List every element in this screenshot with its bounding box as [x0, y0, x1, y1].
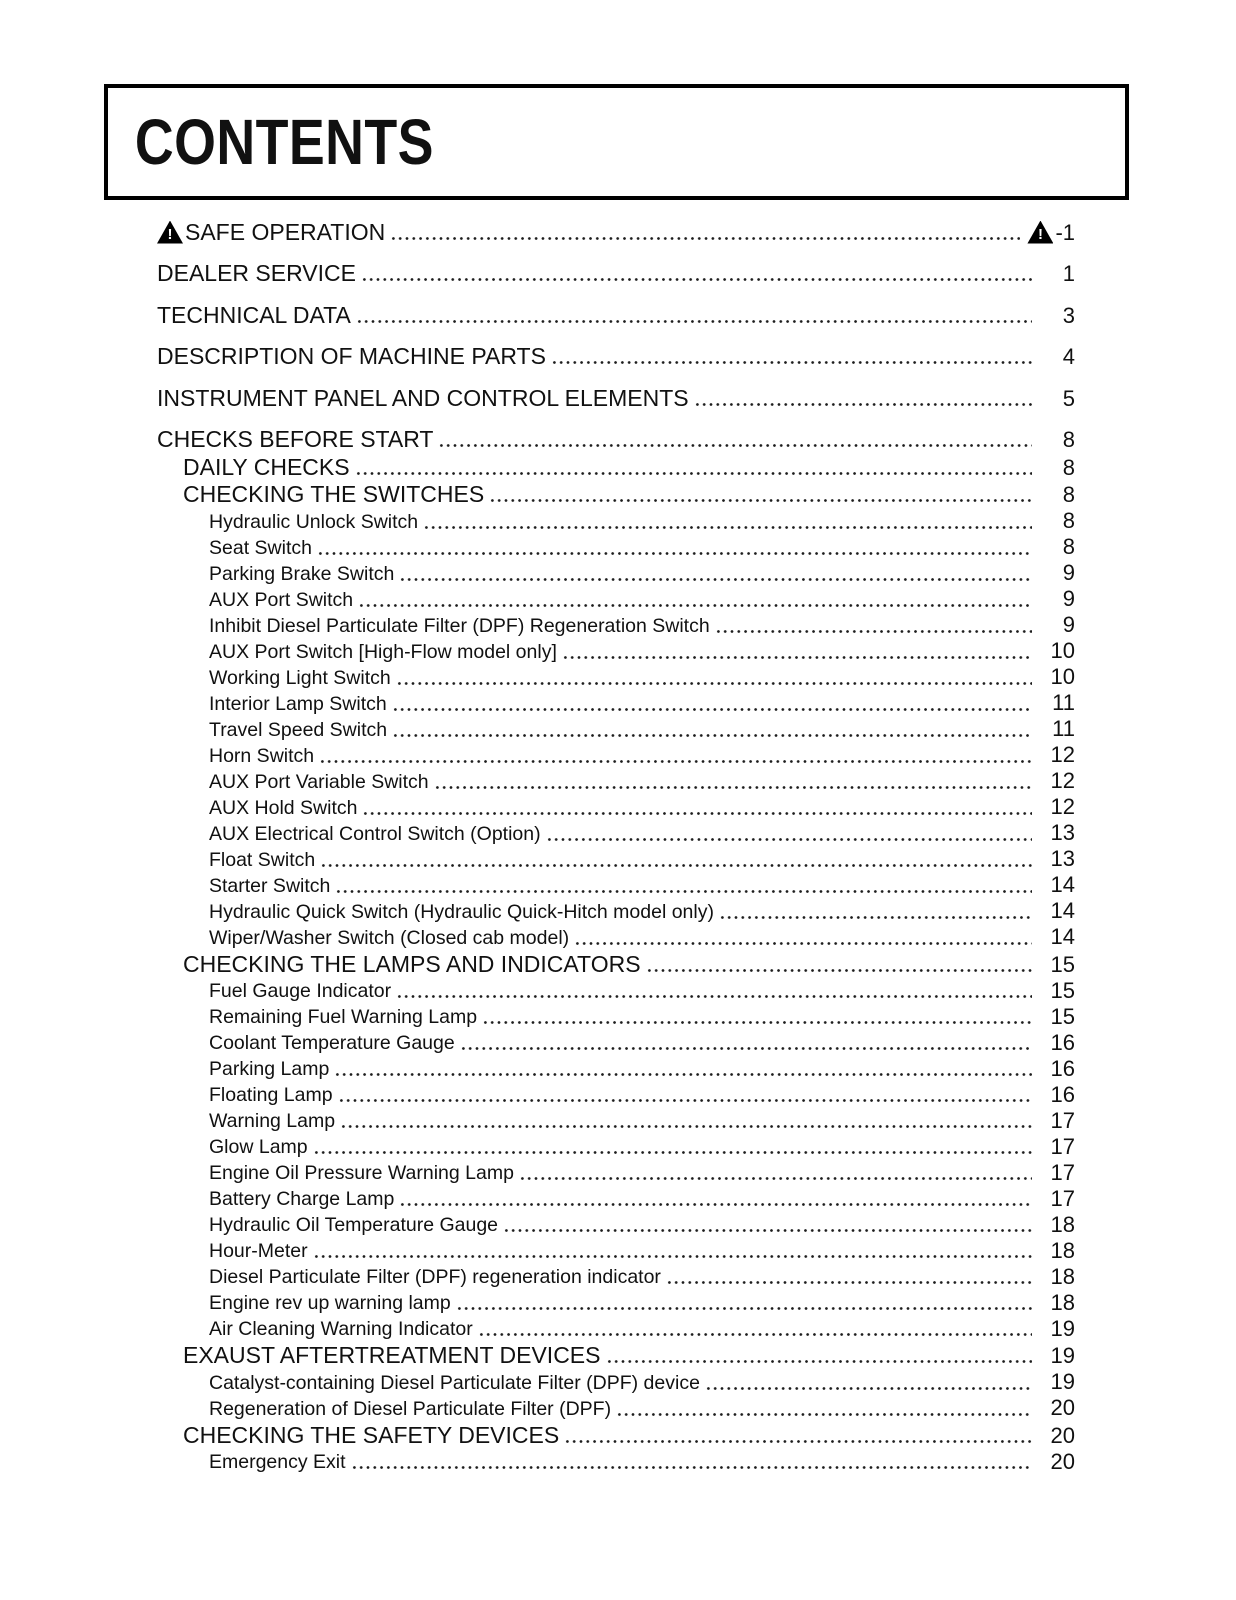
page-number-text: 16 [1050, 1029, 1075, 1055]
toc-entry-label: Hydraulic Oil Temperature Gauge [209, 1214, 499, 1236]
toc-entry-page [1039, 1422, 1075, 1448]
page-number-text: 17 [1050, 1185, 1075, 1211]
toc-entry-label: DEALER SERVICE [157, 260, 356, 286]
toc-entry-page [1039, 429, 1075, 451]
page-number-text: 14 [1050, 924, 1075, 949]
page-title: CONTENTS [134, 106, 434, 178]
page-number-text: 17 [1050, 1159, 1075, 1185]
toc-entry [157, 1028, 1075, 1054]
toc-entry [157, 1106, 1075, 1132]
toc-entry-page [1039, 1159, 1075, 1185]
toc-entry [157, 451, 1075, 479]
dot-leader [478, 1333, 1032, 1336]
page-number-text: -1 [1055, 219, 1075, 245]
toc-entry-label: AUX Port Switch [209, 588, 354, 611]
toc-entry-page [1039, 1029, 1075, 1055]
page-number-text: 8 [1062, 482, 1075, 507]
toc-entry-label: Regeneration of Diesel Particulate Filter (DPF) [209, 1397, 612, 1420]
toc-entry-label: Engine Oil Pressure Warning Lamp [209, 1162, 514, 1184]
page-number-text: 8 [1062, 454, 1075, 480]
toc-entry-label: Float Switch [209, 848, 316, 871]
toc-entry-page [1039, 1448, 1075, 1474]
toc-entry [157, 1393, 1075, 1419]
dot-leader [361, 278, 1032, 281]
toc-entry [157, 202, 1075, 244]
toc-entry-label: Diesel Particulate Filter (DPF) regeneration indicator [209, 1266, 661, 1288]
toc-entry [157, 922, 1075, 948]
contents-title-box [104, 84, 1129, 200]
page-number-text: 14 [1050, 898, 1075, 923]
toc-entry-page [1039, 770, 1075, 792]
page-number-text: 10 [1050, 664, 1075, 689]
toc-entry-page [1039, 977, 1075, 1003]
toc-entry [157, 1288, 1075, 1314]
toc-entry [157, 1262, 1075, 1288]
toc-entry-label: Horn Switch [209, 744, 315, 767]
dot-leader [438, 444, 1032, 447]
page-number-text: 20 [1050, 1448, 1075, 1474]
toc-entry [157, 740, 1075, 766]
page-number-text: 20 [1050, 1395, 1075, 1420]
toc-entry-label: Coolant Temperature Gauge [209, 1032, 455, 1054]
toc-entry-label: Emergency Exit [209, 1451, 346, 1473]
toc-entry-page [1039, 346, 1075, 368]
dot-leader [362, 812, 1032, 815]
warning-triangle-icon [157, 221, 183, 244]
toc-entry-page [1039, 822, 1075, 844]
toc-entry-page [1039, 1397, 1075, 1419]
toc-entry-label: Remaining Fuel Warning Lamp [209, 1006, 478, 1028]
dot-leader [489, 499, 1032, 502]
toc-entry-page [1039, 1055, 1075, 1081]
dot-leader [606, 1360, 1033, 1363]
toc-entry-label: CHECKS BEFORE START [157, 426, 434, 452]
toc-entry-page [1039, 1289, 1075, 1315]
dot-leader [317, 552, 1032, 555]
dot-leader [562, 656, 1032, 659]
toc-entry-label: Seat Switch [209, 536, 312, 559]
toc-list [157, 202, 1075, 1473]
page-number-text: 3 [1062, 302, 1075, 328]
page-number-text: 12 [1050, 794, 1075, 819]
page-number-text: 20 [1050, 1422, 1075, 1448]
page-number-text: 18 [1050, 1237, 1075, 1263]
toc-entry [157, 244, 1075, 286]
dot-leader [396, 682, 1032, 685]
toc-entry-label: Air Cleaning Warning Indicator [209, 1318, 473, 1340]
dot-leader [313, 1151, 1032, 1154]
toc-entry-page [1039, 1133, 1075, 1159]
toc-entry-page [1039, 1003, 1075, 1029]
toc-entry-label: Catalyst-containing Diesel Particulate Filter (DPF) device [209, 1371, 700, 1394]
dot-leader [646, 969, 1032, 972]
dot-leader [423, 526, 1032, 529]
dot-leader [456, 1307, 1032, 1310]
toc-entry-page [1039, 900, 1075, 922]
toc-entry [157, 844, 1075, 870]
page-number-text: 14 [1050, 872, 1075, 897]
toc-entry [157, 584, 1075, 610]
toc-entry [157, 1054, 1075, 1080]
dot-leader [503, 1229, 1032, 1232]
toc-entry [157, 792, 1075, 818]
page-number-text: 13 [1050, 846, 1075, 871]
toc-entry-label: Parking Brake Switch [209, 562, 395, 585]
toc-entry-page [1039, 666, 1075, 688]
dot-leader [335, 890, 1032, 893]
toc-entry [157, 327, 1075, 369]
toc-entry [157, 558, 1075, 584]
toc-entry [157, 479, 1075, 507]
toc-entry-page [1039, 302, 1075, 328]
dot-leader [355, 472, 1032, 475]
page-number-text: 19 [1050, 1343, 1075, 1368]
dot-leader [356, 320, 1032, 323]
toc-entry-label: Hydraulic Quick Switch (Hydraulic Quick-Hitch model only) [209, 900, 714, 923]
toc-entry [157, 896, 1075, 922]
dot-leader [319, 760, 1032, 763]
dot-leader [705, 1387, 1032, 1390]
toc-entry-label: Inhibit Diesel Particulate Filter (DPF) Regeneration Switch [209, 614, 710, 637]
dot-leader [551, 361, 1032, 364]
toc-entry-label: Wiper/Washer Switch (Closed cab model) [209, 926, 570, 949]
toc-entry-label: Glow Lamp [209, 1136, 308, 1158]
dot-leader [460, 1047, 1032, 1050]
dot-leader [574, 942, 1032, 945]
toc-entry-label: Working Light Switch [209, 666, 391, 689]
page-number-text: 18 [1050, 1289, 1075, 1315]
page-number-text: 9 [1062, 560, 1075, 585]
toc-entry [157, 1314, 1075, 1340]
toc-entry-page [1039, 1081, 1075, 1107]
toc-entry-label: CHECKING THE SAFETY DEVICES [183, 1421, 560, 1448]
toc-entry-label: AUX Port Variable Switch [209, 770, 429, 793]
toc-entry [157, 1184, 1075, 1210]
dot-leader [434, 786, 1032, 789]
dot-leader [546, 838, 1032, 841]
dot-leader [715, 630, 1032, 633]
page-number-text: 16 [1050, 1055, 1075, 1081]
toc-entry [157, 285, 1075, 327]
toc-entry [157, 610, 1075, 636]
toc-entry-label: DESCRIPTION OF MACHINE PARTS [157, 343, 546, 369]
page-number-text: 17 [1050, 1107, 1075, 1133]
toc-entry [157, 1340, 1075, 1368]
toc-entry-page [1039, 718, 1075, 740]
dot-leader [399, 1203, 1032, 1206]
toc-entry [157, 870, 1075, 896]
toc-entry-label: AUX Electrical Control Switch (Option) [209, 822, 541, 845]
dot-leader [694, 403, 1032, 406]
toc-entry-page [1039, 484, 1075, 506]
page-number-text: 1 [1062, 261, 1075, 286]
page-number-text: 8 [1062, 427, 1075, 452]
toc-entry-page [1039, 385, 1075, 411]
page-number-text: 5 [1062, 385, 1075, 411]
dot-leader [340, 1125, 1032, 1128]
dot-leader [564, 1440, 1032, 1443]
toc-entry-label: Engine rev up warning lamp [209, 1292, 451, 1314]
page-number-text: 15 [1050, 951, 1075, 977]
toc-entry-label: Interior Lamp Switch [209, 692, 387, 715]
dot-leader [399, 578, 1032, 581]
toc-entry [157, 1132, 1075, 1158]
toc-entry-label: SAFE OPERATION [185, 218, 386, 245]
toc-entry [157, 714, 1075, 740]
page-number-text: 11 [1052, 716, 1075, 741]
toc-entry-label: Floating Lamp [209, 1084, 333, 1106]
toc-entry [157, 1158, 1075, 1184]
toc-entry-label: CHECKING THE SWITCHES [183, 481, 485, 507]
dot-leader [351, 1466, 1032, 1469]
dot-leader [320, 864, 1032, 867]
page-number-text: 16 [1050, 1081, 1075, 1107]
page-number-text: 19 [1050, 1369, 1075, 1394]
dot-leader [519, 1177, 1032, 1180]
dot-leader [338, 1099, 1032, 1102]
toc-entry [157, 1447, 1075, 1473]
toc-entry-page [1039, 536, 1075, 558]
page-number-text: 8 [1062, 534, 1075, 559]
page-number-text: 10 [1050, 638, 1075, 663]
toc-entry-page [1039, 1263, 1075, 1289]
toc-entry [157, 1367, 1075, 1393]
dot-leader [666, 1281, 1032, 1284]
warning-triangle-icon [1027, 221, 1053, 244]
page-number-text: 9 [1062, 586, 1075, 611]
toc-entry-page [1039, 614, 1075, 636]
toc-entry [157, 636, 1075, 662]
toc-entry [157, 368, 1075, 410]
toc-entry-label: AUX Port Switch [High-Flow model only] [209, 640, 557, 663]
toc-entry-page [1039, 510, 1075, 532]
page-number-text: 17 [1050, 1133, 1075, 1159]
page-number-text: 9 [1062, 612, 1075, 637]
toc-entry [157, 506, 1075, 532]
toc-entry [157, 662, 1075, 688]
toc-entry-page [1039, 848, 1075, 870]
toc-entry-label: Hour-Meter [209, 1240, 308, 1262]
page-number-text: 15 [1050, 1003, 1075, 1029]
toc-entry-label: INSTRUMENT PANEL AND CONTROL ELEMENTS [157, 384, 689, 411]
toc-entry-page [1039, 263, 1075, 285]
toc-entry [157, 948, 1075, 976]
toc-entry-page [1039, 796, 1075, 818]
dot-leader [392, 708, 1032, 711]
page-number-text: 12 [1050, 742, 1075, 767]
toc-entry-page [1039, 1185, 1075, 1211]
dot-leader [313, 1255, 1032, 1258]
toc-entry-page [1039, 926, 1075, 948]
page-number-text: 4 [1062, 344, 1075, 369]
page-number-text: 15 [1050, 977, 1075, 1003]
toc-entry-label: CHECKING THE LAMPS AND INDICATORS [183, 950, 641, 977]
toc-entry-page [1039, 1237, 1075, 1263]
dot-leader [392, 734, 1032, 737]
toc-entry-page [1039, 1345, 1075, 1367]
toc-entry-page [1039, 1211, 1075, 1237]
toc-entry [157, 1080, 1075, 1106]
toc-entry-page [1027, 221, 1075, 244]
toc-entry [157, 410, 1075, 452]
toc-entry-label: TECHNICAL DATA [157, 301, 351, 328]
toc-entry-page [1039, 640, 1075, 662]
page-number-text: 13 [1050, 820, 1075, 845]
toc-entry-label: Hydraulic Unlock Switch [209, 510, 419, 533]
toc-entry [157, 1419, 1075, 1447]
toc-entry-page [1039, 744, 1075, 766]
toc-entry [157, 976, 1075, 1002]
page-number-text: 19 [1050, 1315, 1075, 1341]
page-number-text: 18 [1050, 1211, 1075, 1237]
dot-leader [390, 237, 1020, 240]
page-number-text: 18 [1050, 1263, 1075, 1289]
toc-entry-page [1039, 692, 1075, 714]
page-number-text: 8 [1062, 508, 1075, 533]
toc-entry [157, 688, 1075, 714]
toc-entry-page [1039, 588, 1075, 610]
dot-leader [358, 604, 1032, 607]
dot-leader [396, 995, 1032, 998]
toc-entry-page [1039, 454, 1075, 480]
toc-entry-label: Warning Lamp [209, 1110, 336, 1132]
toc-entry-page [1039, 562, 1075, 584]
toc-entry-page [1039, 1371, 1075, 1393]
toc-entry-label: Travel Speed Switch [209, 718, 388, 741]
toc-entry-page [1039, 1107, 1075, 1133]
toc-entry-label: AUX Hold Switch [209, 796, 358, 819]
dot-leader [334, 1073, 1032, 1076]
toc-entry-page [1039, 874, 1075, 896]
toc-entry-label: Battery Charge Lamp [209, 1188, 395, 1210]
dot-leader [482, 1021, 1032, 1024]
toc-entry [157, 1002, 1075, 1028]
toc-entry-label: Parking Lamp [209, 1058, 330, 1080]
dot-leader [719, 916, 1032, 919]
toc-entry-page [1039, 1315, 1075, 1341]
toc-entry [157, 1236, 1075, 1262]
page-number-text: 12 [1050, 768, 1075, 793]
dot-leader [616, 1413, 1032, 1416]
toc-entry [157, 818, 1075, 844]
toc-entry-label: EXAUST AFTERTREATMENT DEVICES [183, 1342, 601, 1368]
toc-entry [157, 532, 1075, 558]
toc-entry-label: Fuel Gauge Indicator [209, 980, 392, 1002]
page-number-text: 11 [1052, 690, 1075, 715]
toc-entry-label: Starter Switch [209, 874, 331, 897]
toc-entry [157, 1210, 1075, 1236]
toc-entry-page [1039, 951, 1075, 977]
toc-entry-label: DAILY CHECKS [183, 453, 350, 480]
toc-entry [157, 766, 1075, 792]
